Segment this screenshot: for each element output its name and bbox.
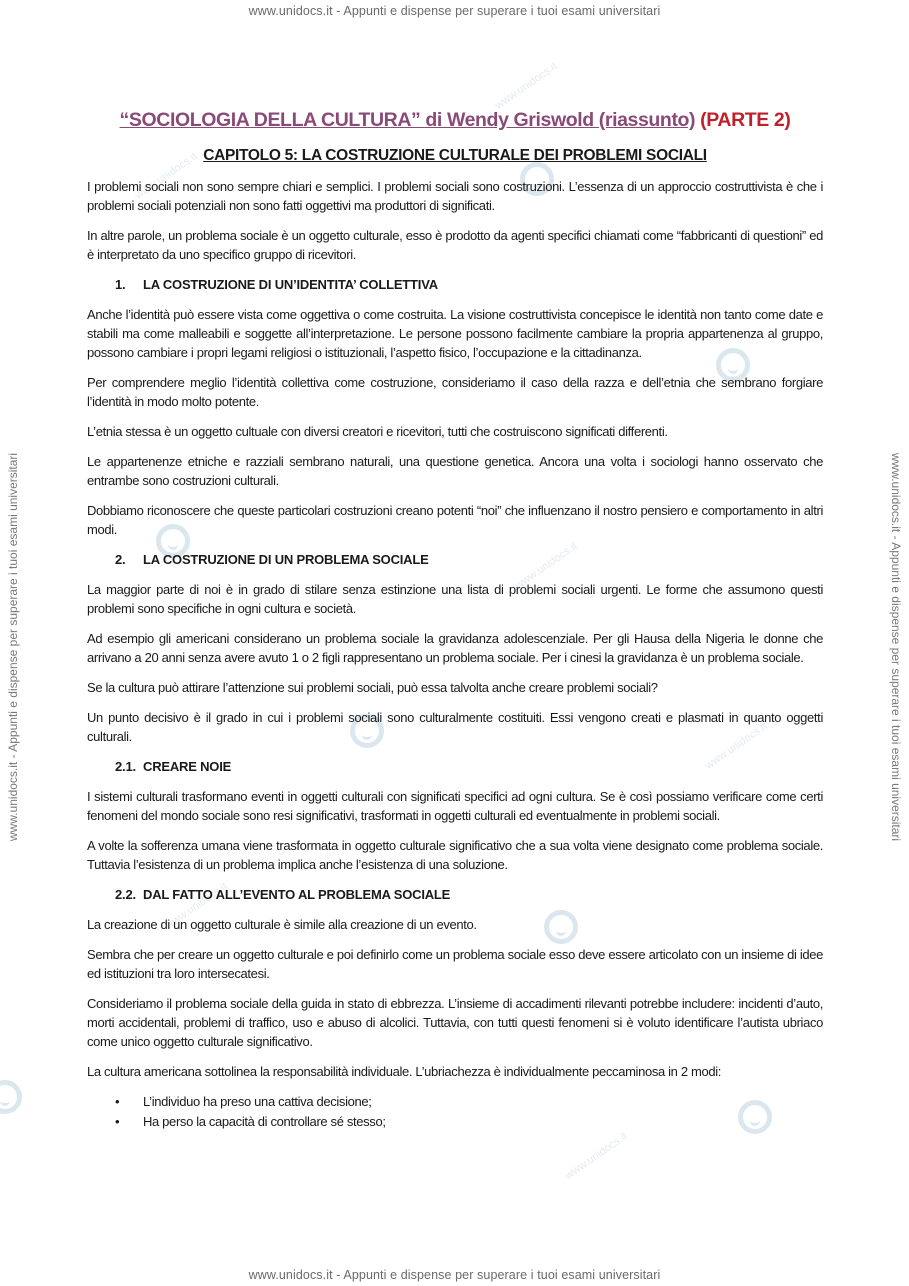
watermark-top: www.unidocs.it - Appunti e dispense per superare i tuoi esami universitari <box>248 4 661 18</box>
document-title <box>87 108 823 132</box>
ghost-watermark: www.unidocs.it <box>563 1130 630 1182</box>
ghost-watermark: www.unidocs.it <box>513 540 580 592</box>
paragraph: I sistemi culturali trasformano eventi in oggetti culturali con significati specifici ad ogni cultura. Se è così possiamo verificare come certi fenomeni del mondo sociale sono resi significativi, trasformati in oggetti culturali ed eventualmente in problemi sociali. <box>87 789 823 823</box>
paragraph: Dobbiamo riconoscere che queste particolari costruzioni creano potenti “noi” che influenzano il nostro pensiero e comportamento in altri modi. <box>87 503 823 537</box>
paragraph: La creazione di un oggetto culturale è simile alla creazione di un evento. <box>87 917 477 932</box>
list-item: • Ha perso la capacità di controllare sé stesso; <box>87 1112 823 1131</box>
chapter-heading: CAPITOLO 5: LA COSTRUZIONE CULTURALE DEI PROBLEMI SOCIALI <box>203 147 707 164</box>
watermark-bottom: www.unidocs.it - Appunti e dispense per superare i tuoi esami universitari <box>248 1268 661 1282</box>
paragraph: Per comprendere meglio l’identità collettiva come costruzione, consideriamo il caso della razza e dell’etnia che sembrano forgiare l’identità in modo molto potente. <box>87 375 823 409</box>
ghost-watermark: www.unidocs.it <box>703 720 770 772</box>
section-heading-1: 1. LA COSTRUZIONE DI UN’IDENTITA’ COLLETTIVA <box>115 277 438 292</box>
paragraph: La maggior parte di noi è in grado di stilare senza estinzione una lista di problemi sociali urgenti. Le forme che assumono questi problemi sono specifiche in ogni cultura e società. <box>87 582 823 616</box>
document-body <box>87 108 823 1132</box>
paragraph: A volte la sofferenza umana viene trasformata in oggetto culturale significativo che a sua volta viene designato come problema sociale. Tuttavia l’esistenza di un problema implica anche l’esistenza di una soluzione. <box>87 838 823 872</box>
paragraph: Sembra che per creare un oggetto culturale e poi definirlo come un problema sociale esso deve essere articolato con un insieme di idee ed istituzioni tra loro intersecatesi. <box>87 947 823 981</box>
paragraph: L’etnia stessa è un oggetto cultuale con diversi creatori e ricevitori, tutti che costruiscono significati differenti. <box>87 424 668 439</box>
ghost-watermark: www.unidocs.it <box>133 150 200 202</box>
section-heading-2-2: 2.2. DAL FATTO ALL’EVENTO AL PROBLEMA SOCIALE <box>115 887 451 902</box>
paragraph: Consideriamo il problema sociale della guida in stato di ebbrezza. L’insieme di accadimenti rilevanti potrebbe includere: incidenti d’auto, morti accidentali, problemi di traffico, uso e abuso di alcolici. Tuttavia, con tutti questi fenomeni si è voluto identificare l’autista ubriaco come unico oggetto culturale significativo. <box>87 996 823 1049</box>
paragraph: I problemi sociali non sono sempre chiari e semplici. I problemi sociali sono costruzioni. L’essenza di un approccio costruttivista è che i problemi sociali potenziali non sono fatti oggettivi ma produttori di significati. <box>87 179 823 213</box>
bullet-list <box>87 1092 823 1131</box>
ghost-watermark: www.unidocs.it <box>493 60 560 112</box>
ghost-watermark: www.unidocs.it <box>163 880 230 932</box>
paragraph: Un punto decisivo è il grado in cui i problemi sociali sono culturalmente costituiti. Essi vengono creati e plasmati in quanto oggetti culturali. <box>87 710 823 744</box>
paragraph: Le appartenenze etniche e razziali sembrano naturali, una questione genetica. Ancora una volta i sociologi hanno osservato che entrambe sono costruzioni culturali. <box>87 454 823 488</box>
watermark-side-left: www.unidocs.it - Appunti e dispense per superare i tuoi esami universitari <box>6 452 20 842</box>
watermark-side-right: www.unidocs.it - Appunti e dispense per superare i tuoi esami universitari <box>889 452 903 842</box>
section-heading-2: 2. LA COSTRUZIONE DI UN PROBLEMA SOCIALE <box>115 552 429 567</box>
title-main: “SOCIOLOGIA DELLA CULTURA” di Wendy Griswold (riassunto) <box>119 109 696 131</box>
paragraph: La cultura americana sottolinea la responsabilità individuale. L’ubriachezza è individualmente peccaminosa in 2 modi: <box>87 1064 722 1079</box>
paragraph: In altre parole, un problema sociale è un oggetto culturale, esso è prodotto da agenti specifici chiamati come “fabbricanti di questioni” ed è interpretato da uno specifico gruppo di ricevitori. <box>87 228 823 262</box>
section-heading-2-1: 2.1. CREARE NOIE <box>115 759 232 774</box>
paragraph: Anche l’identità può essere vista come oggettiva o come costruita. La visione costruttivista concepisce le identità non tanto come date e stabili ma come malleabili e soggette all’interpretazione. Le persone possono facilmente cambiare la propria appartenenza al gruppo, possono cambiare i propri legami religiosi o istituzionali, l’aspetto fisico, l’occupazione e la cittadinanza. <box>87 307 823 360</box>
list-item: • L’individuo ha preso una cattiva decisione; <box>87 1092 823 1111</box>
paragraph: Ad esempio gli americani considerano un problema sociale la gravidanza adolescenziale. Per gli Hausa della Nigeria le donne che arrivano a 20 anni senza avere avuto 1 o 2 figli rappresentano un problema sociale. Per i cinesi la gravidanza è un problema sociale. <box>87 631 823 665</box>
title-part: (PARTE 2) <box>700 109 791 131</box>
paragraph: Se la cultura può attirare l’attenzione sui problemi sociali, può essa talvolta anche creare problemi sociali? <box>87 680 658 695</box>
